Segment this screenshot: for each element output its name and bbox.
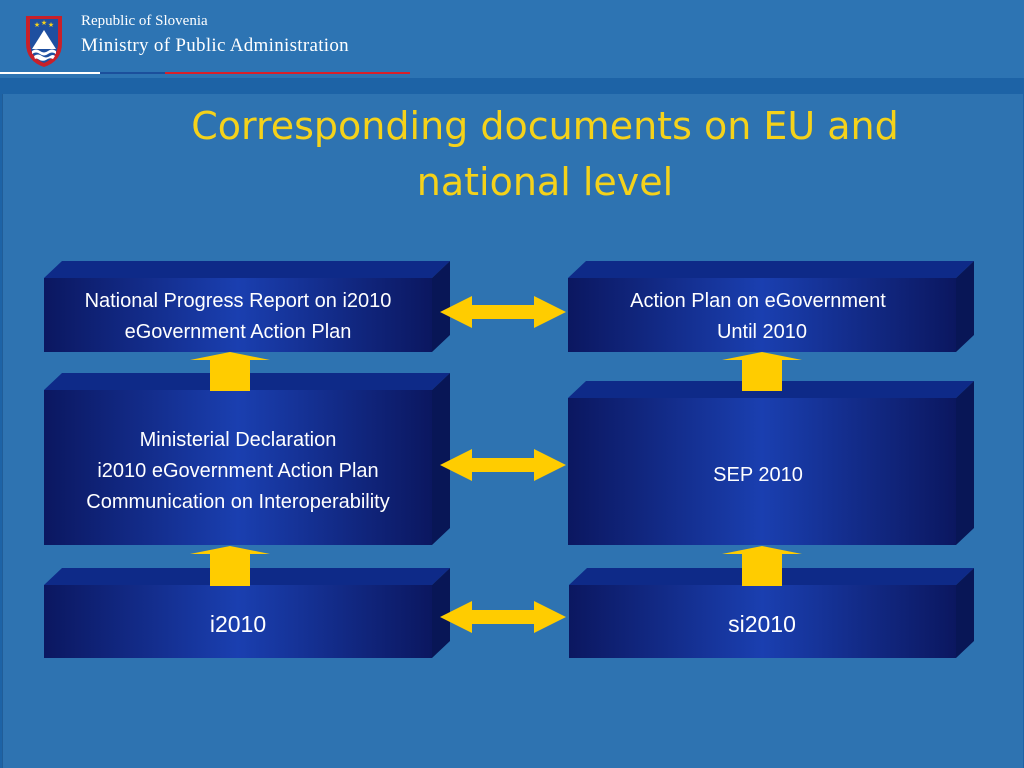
box-eu-mid-line2: i2010 eGovernment Action Plan bbox=[97, 460, 379, 482]
double-arrow-middle bbox=[440, 449, 566, 481]
box-nat-top-line2: Until 2010 bbox=[716, 321, 808, 343]
box-national-sep2010 bbox=[568, 381, 974, 545]
box-eu-top-line2: eGovernment Action Plan bbox=[124, 321, 352, 343]
svg-text:★: ★ bbox=[47, 22, 55, 29]
country-name: Republic of Slovenia bbox=[81, 13, 208, 29]
box-national-action-plan bbox=[568, 261, 974, 352]
svg-text:★: ★ bbox=[33, 22, 41, 29]
double-arrow-bottom bbox=[440, 601, 566, 633]
ministry-name: Ministry of Public Administration bbox=[81, 35, 349, 56]
box-nat-bottom-label: si2010 bbox=[728, 611, 796, 637]
box-eu-mid-line1: Ministerial Declaration bbox=[139, 429, 337, 451]
box-nat-top-line1: Action Plan on eGovernment bbox=[630, 290, 886, 312]
double-arrow-top bbox=[440, 296, 566, 328]
box-nat-mid-label: SEP 2010 bbox=[713, 464, 803, 486]
svg-text:★: ★ bbox=[40, 20, 48, 27]
box-eu-mid-line3: Communication on Interoperability bbox=[86, 491, 390, 513]
slide-title-line1: Corresponding documents on EU and bbox=[191, 104, 899, 148]
box-eu-national-progress-report bbox=[44, 261, 450, 352]
box-eu-bottom-label: i2010 bbox=[209, 611, 267, 637]
slide-title-line2: national level bbox=[416, 160, 674, 204]
box-eu-ministerial-declaration bbox=[44, 373, 450, 545]
box-eu-top-line1: National Progress Report on i2010 bbox=[84, 290, 392, 312]
